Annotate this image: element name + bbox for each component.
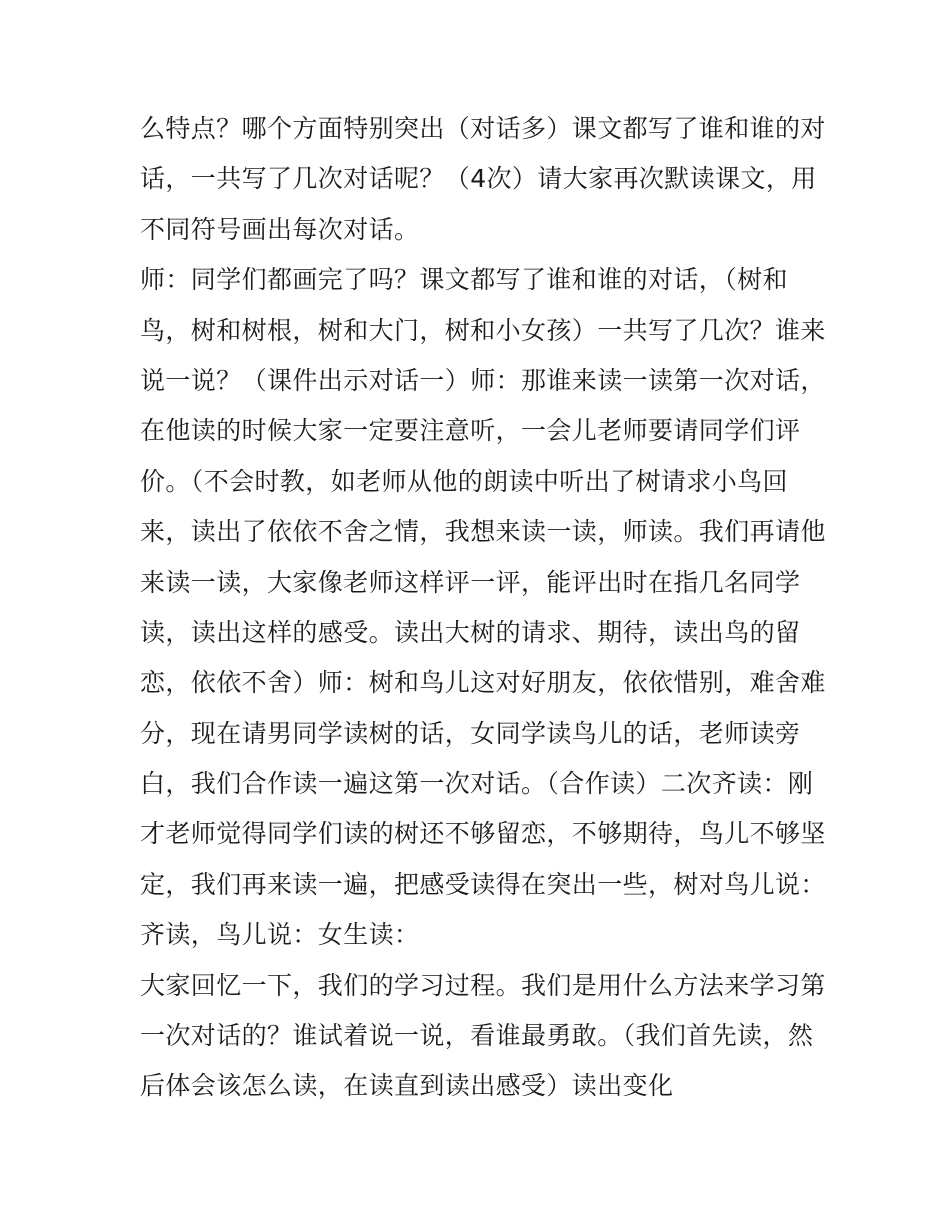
text-line: 来，读出了依依不舍之情，我想来读一读，师读。我们再请他: [140, 517, 826, 547]
text-line: 来读一读，大家像老师这样评一评，能评出时在指几名同学: [140, 567, 801, 597]
paragraph: [140, 104, 826, 255]
text-line: 说一说？（课件出示对话一）师：那谁来读一读第一次对话，: [140, 365, 826, 395]
text-line: 话，一共写了几次对话呢？（4次）请大家再次默读课文，用: [140, 164, 817, 194]
text-line: 师：同学们都画完了吗？课文都写了谁和谁的对话，（树和: [140, 265, 788, 295]
text-line: 定，我们再来读一遍，把感受读得在突出一些，树对鸟儿说：: [140, 869, 826, 899]
text-line: 分，现在请男同学读树的话，女同学读鸟儿的话，老师读旁: [140, 718, 801, 748]
document-body: [140, 104, 826, 1112]
text-line: 价。（不会时教，如老师从他的朗读中听出了树请求小鸟回: [140, 466, 788, 496]
text-line: 后体会该怎么读，在读直到读出感受）读出变化: [140, 1071, 674, 1101]
text-line: 才老师觉得同学们读的树还不够留恋，不够期待，鸟儿不够坚: [140, 819, 826, 849]
text-line: 白，我们合作读一遍这第一次对话。（合作读）二次齐读：刚: [140, 769, 814, 799]
text-line: 恋，依依不舍）师：树和鸟儿这对好朋友，依依惜别，难舍难: [140, 668, 826, 698]
text-line: 在他读的时候大家一定要注意听，一会儿老师要请同学们评: [140, 416, 801, 446]
text-line: 读，读出这样的感受。读出大树的请求、期待，读出鸟的留: [140, 617, 801, 647]
text-line: 大家回忆一下，我们的学习过程。我们是用什么方法来学习第: [140, 970, 826, 1000]
paragraph: [140, 961, 826, 1112]
text-line: 不同符号画出每次对话。: [140, 214, 420, 244]
text-line: 一次对话的？谁试着说一说，看谁最勇敢。（我们首先读，然: [140, 1021, 814, 1051]
text-line: 齐读，鸟儿说：女生读：: [140, 920, 420, 950]
paragraph: [140, 255, 826, 960]
text-line: 鸟，树和树根，树和大门，树和小女孩）一共写了几次？谁来: [140, 315, 826, 345]
text-line: 么特点？哪个方面特别突出（对话多）课文都写了谁和谁的对: [140, 114, 826, 143]
